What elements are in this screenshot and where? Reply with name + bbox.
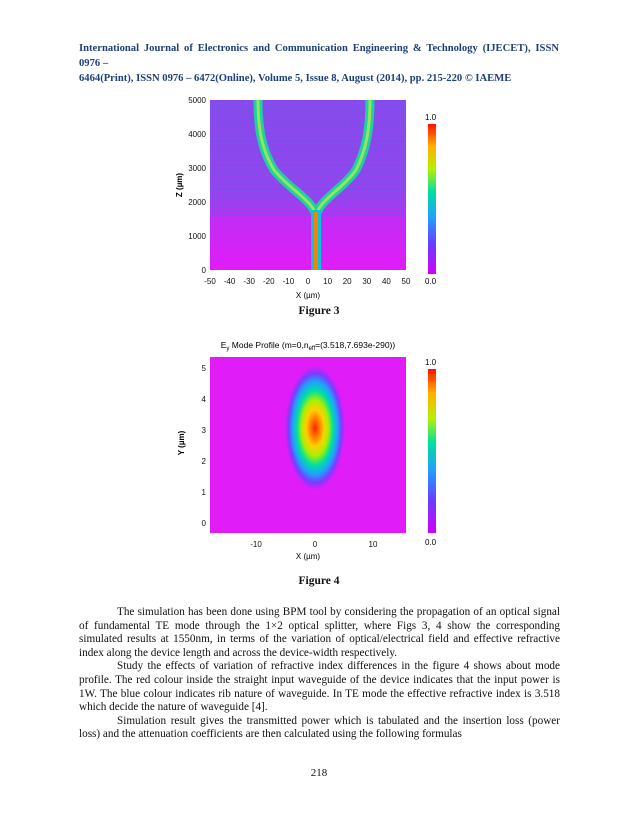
tick-label: 10: [368, 540, 378, 549]
tick-label: 40: [381, 277, 391, 286]
tick-label: 30: [362, 277, 372, 286]
figure-4-title: $E_y$ Mode Profile $(m=0,n_{eff}=(3.518,7.693e-290))$: [220, 340, 396, 352]
tick-label: -20: [263, 277, 275, 286]
y-axis-label: Y (µm): [177, 430, 186, 456]
tick-label: 0: [201, 266, 206, 275]
tick-label: -50: [204, 277, 216, 286]
x-axis-label: X (µm): [295, 552, 321, 561]
tick-label: 2000: [188, 198, 206, 207]
tick-label: 2: [201, 457, 206, 466]
tick-label: 3000: [188, 164, 206, 173]
colorbar: [428, 369, 436, 533]
tick-label: 3: [201, 426, 206, 435]
figure-4-caption: Figure 4: [298, 575, 340, 587]
tick-label: 50: [401, 277, 411, 286]
paragraph-3: Simulation result gives the transmitted power which is tabulated and the insertion loss (power loss) and the attenuation coefficients are then calculated using the following formulas: [79, 714, 560, 741]
tick-label: 4000: [188, 130, 206, 139]
tick-label: 5000: [188, 96, 206, 105]
tick-label: 1000: [188, 232, 206, 241]
colorbar: [428, 124, 436, 274]
tick-label: 20: [342, 277, 352, 286]
figure-3-bpm-plot: [170, 90, 460, 310]
colorbar-min: 0.0: [425, 538, 437, 547]
header-line-1: International Journal of Electronics and Communication Engineering & Technology (IJECET), ISSN 0976 –: [79, 43, 559, 69]
header-line-2: 6464(Print), ISSN 0976 – 6472(Online), Volume 5, Issue 8, August (2014), pp. 215-220 © IAEME: [79, 73, 512, 84]
z-axis-ticks: [188, 96, 206, 275]
tick-label: -10: [282, 277, 295, 286]
tick-label: -10: [250, 540, 262, 549]
tick-label: 4: [201, 395, 206, 404]
tick-label: 5: [201, 364, 206, 373]
figure-3-caption: Figure 3: [298, 305, 340, 317]
colorbar-max: 1.0: [425, 113, 437, 122]
tick-label: 1: [201, 488, 206, 497]
x-axis-ticks: [250, 540, 378, 549]
mode-spot: [285, 366, 345, 490]
page-number: 218: [310, 767, 328, 779]
tick-label: -30: [243, 277, 255, 286]
journal-header: [79, 41, 559, 86]
tick-label: 0: [305, 277, 311, 286]
z-axis-label: Z (µm): [175, 172, 184, 198]
colorbar-max: 1.0: [425, 358, 437, 367]
y-axis-ticks: [202, 364, 207, 528]
paragraph-1: The simulation has been done using BPM tool by considering the propagation of an optical signal of fundamental TE mode through the 1×2 optical splitter, where Figs 3, 4 show the corresponding simulated results at 1550nm, in terms of the variation of optical/electrical field and effective refractive index along the device length and across the device-width respectively.: [79, 606, 560, 659]
body-text: [79, 606, 560, 742]
tick-label: -40: [223, 277, 236, 286]
tick-label: 0: [201, 519, 206, 528]
tick-label: 10: [323, 277, 333, 286]
colorbar-min: 0.0: [425, 277, 437, 286]
x-axis-ticks: [204, 277, 411, 286]
x-axis-label: X (µm): [295, 291, 321, 300]
figure-4-mode-profile: [170, 333, 460, 563]
tick-label: 0: [312, 540, 318, 549]
paragraph-2: Study the effects of variation of refractive index differences in the figure 4 shows about mode profile. The red colour inside the straight input waveguide of the device indicates that the input power is 1W. The blue colour indicates rib nature of waveguide. In TE mode the effective refractive index is 3.518 which decide the nature of waveguide [4].: [79, 660, 560, 714]
